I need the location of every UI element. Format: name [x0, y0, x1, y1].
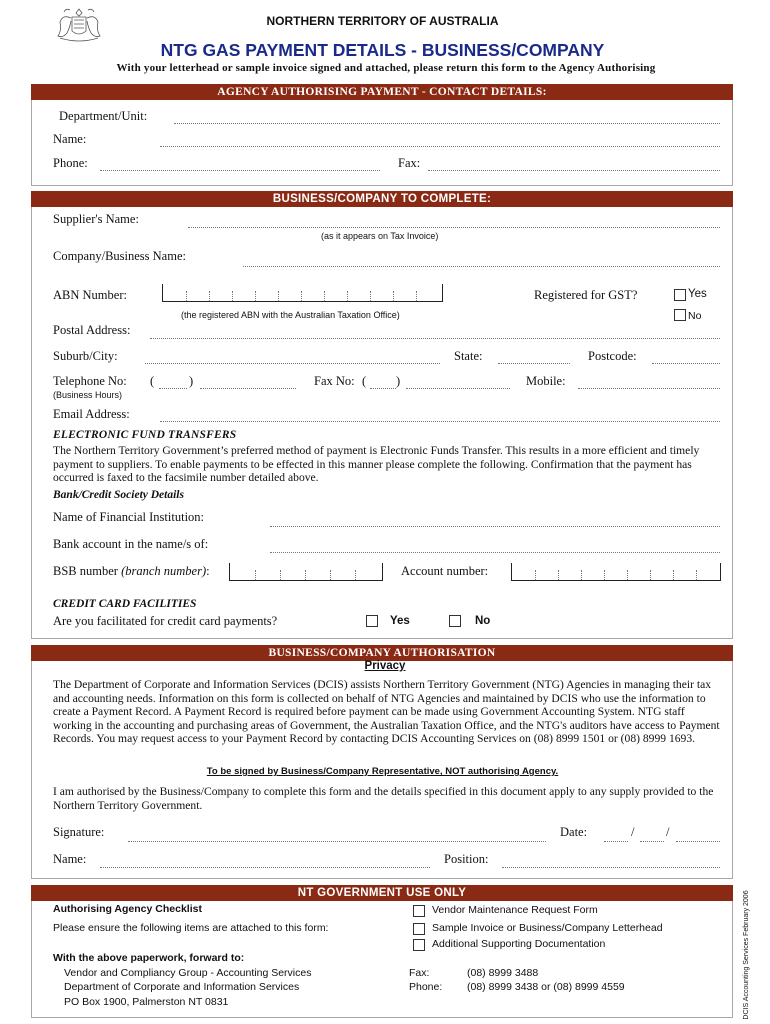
fax-area-field[interactable] — [370, 388, 396, 389]
cc-yes-label: Yes — [390, 615, 410, 627]
suburb-field[interactable] — [145, 363, 440, 364]
telephone-area-field[interactable] — [159, 388, 187, 389]
business-hours-note: (Business Hours) — [53, 390, 123, 400]
state-field[interactable] — [498, 363, 570, 364]
checklist-title: Authorising Agency Checklist — [53, 903, 202, 915]
postcode-field[interactable] — [652, 363, 720, 364]
eft-heading: ELECTRONIC FUND TRANSFERS — [53, 429, 237, 441]
fax-number-field[interactable] — [406, 388, 510, 389]
bsb-label-colon: : — [206, 564, 210, 578]
date-month-field[interactable] — [640, 841, 664, 842]
suburb-label: Suburb/City: — [53, 349, 118, 363]
bank-details-heading: Bank/Credit Society Details — [53, 489, 184, 501]
privacy-title: Privacy — [364, 660, 406, 672]
supporting-docs-checkbox[interactable] — [413, 939, 425, 951]
company-name-field[interactable] — [243, 266, 720, 267]
email-label: Email Address: — [53, 407, 130, 421]
gst-no-label: No — [688, 310, 702, 322]
business-section-heading: BUSINESS/COMPANY TO COMPLETE: — [31, 191, 733, 207]
declaration-text: I am authorised by the Business/Company to complete this form and the details specified in this document apply to any supply provided to the Northern Territory Government. — [53, 785, 714, 812]
instruction-text: With your letterhead or sample invoice signed and attached, please return this form to the Agency Authorising — [116, 62, 656, 74]
postal-address-label: Postal Address: — [53, 323, 131, 337]
business-fax-label: Fax No: — [314, 374, 355, 388]
gov-fax-label: Fax: — [409, 967, 430, 979]
institution-field[interactable] — [270, 526, 720, 527]
supplier-name-note: (as it appears on Tax Invoice) — [321, 231, 439, 241]
side-note: DCIS Accounting Services February 2006 — [743, 890, 750, 1020]
abn-label: ABN Number: — [53, 288, 127, 302]
signature-field[interactable] — [128, 841, 546, 842]
bsb-label-text: BSB number — [53, 564, 118, 578]
gov-phone-value: (08) 8999 3438 or (08) 8999 4559 — [467, 981, 625, 993]
date-separator-2: / — [666, 825, 670, 839]
state-label: State: — [454, 349, 483, 363]
vendor-form-checkbox[interactable] — [413, 905, 425, 917]
supplier-name-field[interactable] — [188, 227, 720, 228]
institution-label: Name of Financial Institution: — [53, 510, 205, 524]
eft-text: The Northern Territory Government’s preferred method of payment is Electronic Funds Transfer. This results in a more efficient and timely payment to suppliers. To enable payments to be effected in this manner please complete the following. Confirmation that the payment has occurred is faxed to the facsimile number detailed above. — [53, 444, 700, 484]
sample-invoice-item: Sample Invoice or Business/Company Letterhead — [432, 922, 663, 934]
account-name-field[interactable] — [270, 552, 720, 553]
agency-fax-label: Fax: — [398, 156, 421, 170]
address-line-1: Vendor and Compliancy Group - Accounting Services — [64, 967, 312, 979]
forward-label: With the above paperwork, forward to: — [53, 952, 245, 964]
page-title: NTG GAS PAYMENT DETAILS - BUSINESS/COMPANY — [160, 40, 605, 60]
postcode-label: Postcode: — [588, 349, 637, 363]
date-day-field[interactable] — [604, 841, 628, 842]
fax-paren-close: ) — [396, 374, 401, 388]
abn-note: (the registered ABN with the Australian Taxation Office) — [181, 310, 400, 320]
gov-fax-value: (08) 8999 3488 — [467, 967, 539, 979]
gst-yes-checkbox[interactable] — [674, 289, 686, 301]
fax-paren-open: ( — [362, 374, 367, 388]
gst-yes-label: Yes — [688, 288, 707, 300]
account-number-boxes[interactable] — [511, 563, 721, 581]
abn-input-boxes[interactable] — [162, 284, 443, 302]
position-field[interactable] — [502, 867, 720, 868]
telephone-paren-close: ) — [189, 374, 194, 388]
cc-yes-checkbox[interactable] — [366, 615, 378, 627]
country-heading: NORTHERN TERRITORY OF AUSTRALIA — [266, 14, 499, 28]
authorisation-section-heading: BUSINESS/COMPANY AUTHORISATION — [31, 645, 733, 661]
mobile-label: Mobile: — [526, 374, 566, 388]
authoriser-name-field[interactable] — [100, 867, 430, 868]
signature-label: Signature: — [53, 825, 105, 839]
address-line-3: PO Box 1900, Palmerston NT 0831 — [64, 996, 229, 1008]
address-line-2: Department of Corporate and Information Services — [64, 981, 300, 993]
agency-fax-field[interactable] — [428, 170, 720, 171]
agency-phone-field[interactable] — [100, 170, 380, 171]
cc-no-label: No — [475, 615, 491, 627]
department-field[interactable] — [174, 123, 720, 124]
mobile-field[interactable] — [578, 388, 720, 389]
vendor-form-item: Vendor Maintenance Request Form — [432, 904, 598, 916]
bsb-label-note: (branch number) — [121, 564, 207, 578]
supplier-name-label: Supplier's Name: — [53, 212, 139, 226]
privacy-text: The Department of Corporate and Information Services (DCIS) assists Northern Territory Government (NTG) Agencies in managing their tax and accounting needs. Information on this form is collected on behalf of NTG Agencies and maintained by DCIS who use the information to create a Payment Record. A Payment Record is required before payment can be made using Government Accounting System. NTG staff working in the accounting and purchasing areas of Government, the Australian Taxation Office, and the NTG's auditors have access to Payment Records. You may request access to your Payment Record by contacting DCIS Accounting Services on (08) 8999 1501 or (08) 8999 1693. — [53, 678, 720, 745]
agency-name-field[interactable] — [160, 146, 720, 147]
date-year-field[interactable] — [676, 841, 720, 842]
authoriser-name-label: Name: — [53, 852, 87, 866]
date-separator-1: / — [631, 825, 635, 839]
telephone-number-field[interactable] — [200, 388, 296, 389]
agency-phone-label: Phone: — [53, 156, 88, 170]
sign-note: To be signed by Business/Company Representative, NOT authorising Agency. — [206, 766, 559, 777]
bsb-label — [53, 564, 210, 579]
postal-address-field[interactable] — [150, 338, 720, 339]
department-label: Department/Unit: — [59, 109, 148, 123]
telephone-paren-open: ( — [150, 374, 155, 388]
attached-note: Please ensure the following items are attached to this form: — [53, 922, 329, 934]
sample-invoice-checkbox[interactable] — [413, 923, 425, 935]
date-label: Date: — [560, 825, 588, 839]
telephone-label: Telephone No: — [53, 374, 127, 388]
gst-label: Registered for GST? — [534, 288, 638, 302]
credit-card-question: Are you facilitated for credit card payments? — [53, 614, 278, 628]
supporting-docs-item: Additional Supporting Documentation — [432, 938, 606, 950]
account-number-label: Account number: — [401, 564, 489, 578]
gov-phone-label: Phone: — [409, 981, 443, 993]
cc-no-checkbox[interactable] — [449, 615, 461, 627]
agency-name-label: Name: — [53, 132, 87, 146]
company-name-label: Company/Business Name: — [53, 249, 186, 263]
agency-section-heading: AGENCY AUTHORISING PAYMENT - CONTACT DETAILS: — [31, 84, 733, 100]
email-field[interactable] — [160, 421, 720, 422]
account-name-label: Bank account in the name/s of: — [53, 537, 209, 551]
credit-card-heading: CREDIT CARD FACILITIES — [53, 598, 197, 610]
bsb-input-boxes[interactable] — [229, 563, 383, 581]
government-section-heading: NT GOVERNMENT USE ONLY — [31, 885, 733, 901]
gst-no-checkbox[interactable] — [674, 309, 686, 321]
position-label: Position: — [444, 852, 489, 866]
